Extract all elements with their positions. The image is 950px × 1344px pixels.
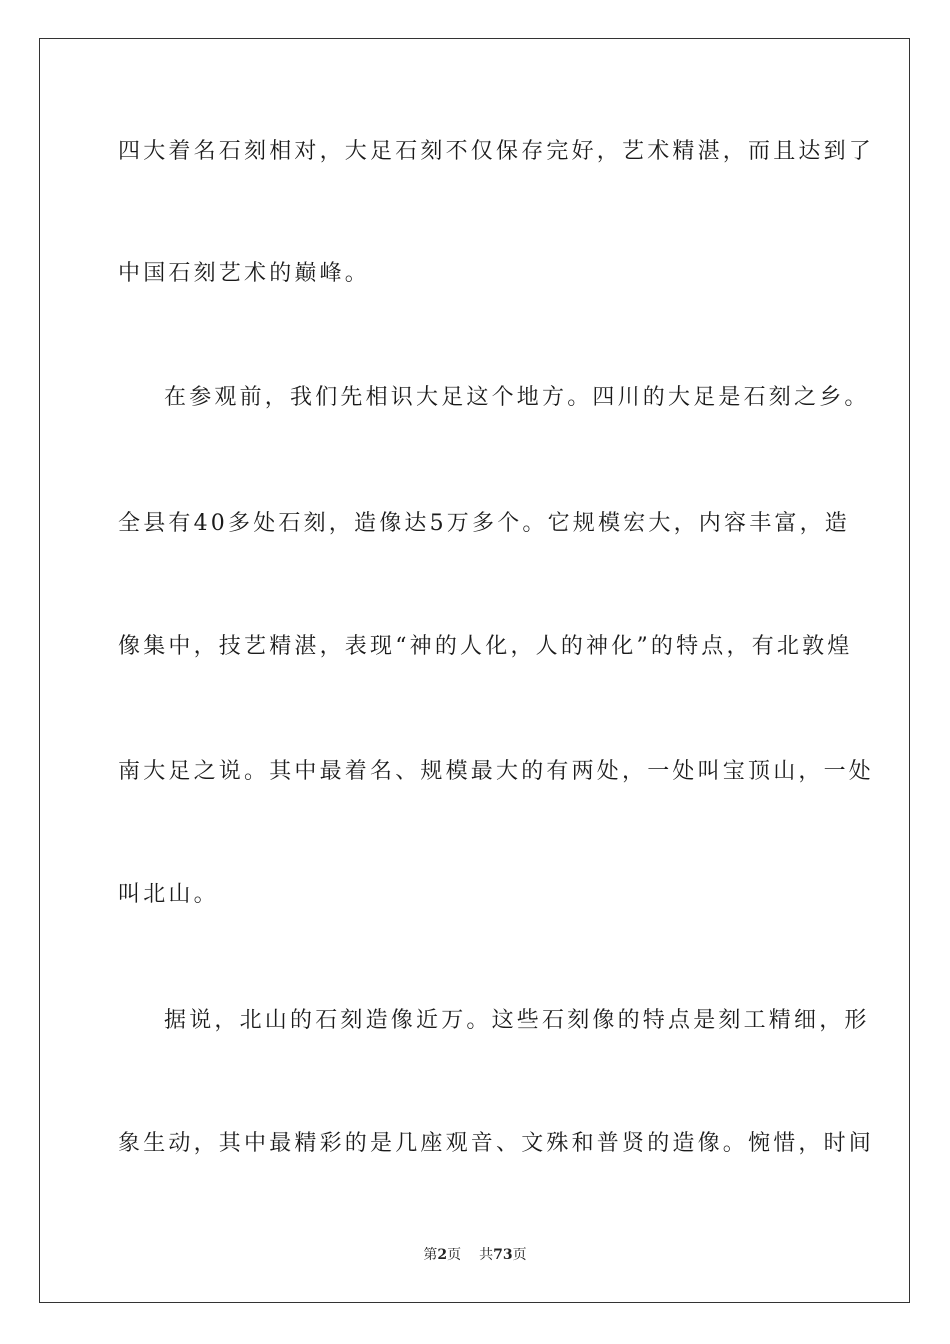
body-text-line: 全县有40多处石刻，造像达5万多个。它规模宏大，内容丰富，造 — [118, 511, 850, 536]
total-prefix: 共 — [479, 1247, 494, 1263]
body-text-line: 象生动，其中最精彩的是几座观音、文殊和普贤的造像。惋惜，时间 — [118, 1131, 875, 1156]
total-suffix: 页 — [512, 1247, 527, 1263]
total-pages: 73 — [493, 1247, 513, 1263]
body-text-line: 据说，北山的石刻造像近万。这些石刻像的特点是刻工精细，形 — [164, 1008, 870, 1033]
body-text-line: 中国石刻艺术的巅峰。 — [118, 261, 371, 286]
body-text-line: 四大着名石刻相对，大足石刻不仅保存完好，艺术精湛，而且达到了 — [118, 139, 875, 164]
page-prefix: 第 — [423, 1247, 438, 1263]
page-suffix: 页 — [447, 1247, 462, 1263]
body-text-line: 叫北山。 — [118, 882, 219, 907]
page-footer — [0, 1246, 950, 1264]
body-text-line: 像集中，技艺精湛，表现“神的人化，人的神化”的特点，有北敦煌 — [118, 634, 853, 659]
body-text-line: 在参观前，我们先相识大足这个地方。四川的大足是石刻之乡。 — [164, 385, 870, 410]
page-border — [39, 38, 910, 1303]
page-number: 2 — [437, 1247, 448, 1263]
body-text-line: 南大足之说。其中最着名、规模最大的有两处，一处叫宝顶山，一处 — [118, 759, 875, 784]
